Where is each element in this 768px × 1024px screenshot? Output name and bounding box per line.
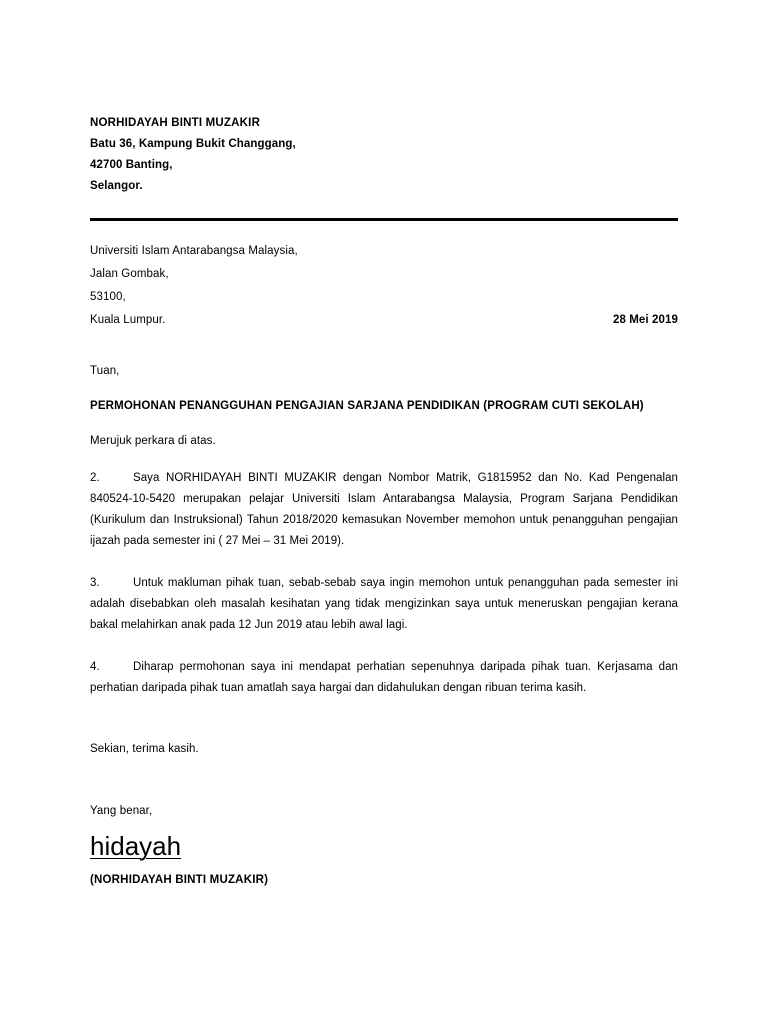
recipient-line-2: Jalan Gombak, [90, 268, 169, 280]
recipient-line-3: 53100, [90, 291, 126, 303]
yours-sincerely-line: Yang benar, [90, 805, 153, 817]
paragraph-text-2: Saya NORHIDAYAH BINTI MUZAKIR dengan Nombor Matrik, G1815952 dan No. Kad Pengenalan 840524-10-5420 merupakan pelajar Universiti Islam Antarabangsa Malaysia, Program Sarjana Pendidikan (Kurikulum dan Instruksional) Tahun 2018/2020 kemasukan November memohon untuk penangguhan pengajian ijazah pada semester ini ( 27 Mei – 31 Mei 2019). [90, 472, 678, 547]
letter-content [90, 0, 678, 886]
subject-line: PERMOHONAN PENANGGUHAN PENGAJIAN SARJANA PENDIDIKAN (PROGRAM CUTI SEKOLAH) [90, 400, 644, 412]
paragraph-number-4: 4. [90, 661, 100, 673]
paragraph-text-3: Untuk makluman pihak tuan, sebab-sebab saya ingin memohon untuk penangguhan pada semester ini adalah disebabkan oleh masalah kesihatan yang tidak mengizinkan saya untuk meneruskan pengajian kerana bakal melahirkan anak pada 12 Jun 2019 atau lebih awal lagi. [90, 577, 678, 631]
intro-line: Merujuk perkara di atas. [90, 435, 216, 447]
horizontal-divider [90, 218, 678, 221]
sender-name: NORHIDAYAH BINTI MUZAKIR [90, 117, 261, 129]
signer-printed-name: (NORHIDAYAH BINTI MUZAKIR) [90, 874, 269, 886]
recipient-address-block [90, 240, 678, 332]
recipient-line-4: Kuala Lumpur. [90, 314, 166, 326]
sender-address-line-3: Selangor. [90, 180, 143, 192]
recipient-line-1: Universiti Islam Antarabangsa Malaysia, [90, 245, 298, 257]
salutation: Tuan, [90, 365, 120, 377]
body-paragraph-2 [90, 468, 678, 552]
paragraph-number-2: 2. [90, 472, 100, 484]
body-paragraph-4 [90, 657, 678, 699]
letter-date: 28 Mei 2019 [612, 314, 678, 326]
body-paragraph-3 [90, 573, 678, 636]
sender-address-block [90, 0, 678, 197]
handwritten-signature: hidayah [90, 831, 182, 861]
sender-address-line-1: Batu 36, Kampung Bukit Changgang, [90, 138, 296, 150]
sender-address-line-2: 42700 Banting, [90, 159, 173, 171]
paragraph-number-3: 3. [90, 577, 100, 589]
closing-line: Sekian, terima kasih. [90, 743, 199, 755]
paragraph-text-4: Diharap permohonan saya ini mendapat perhatian sepenuhnya daripada pihak tuan. Kerjasama dan perhatian daripada pihak tuan amatlah saya hargai dan didahulukan dengan ribuan terima kasih. [90, 661, 678, 694]
